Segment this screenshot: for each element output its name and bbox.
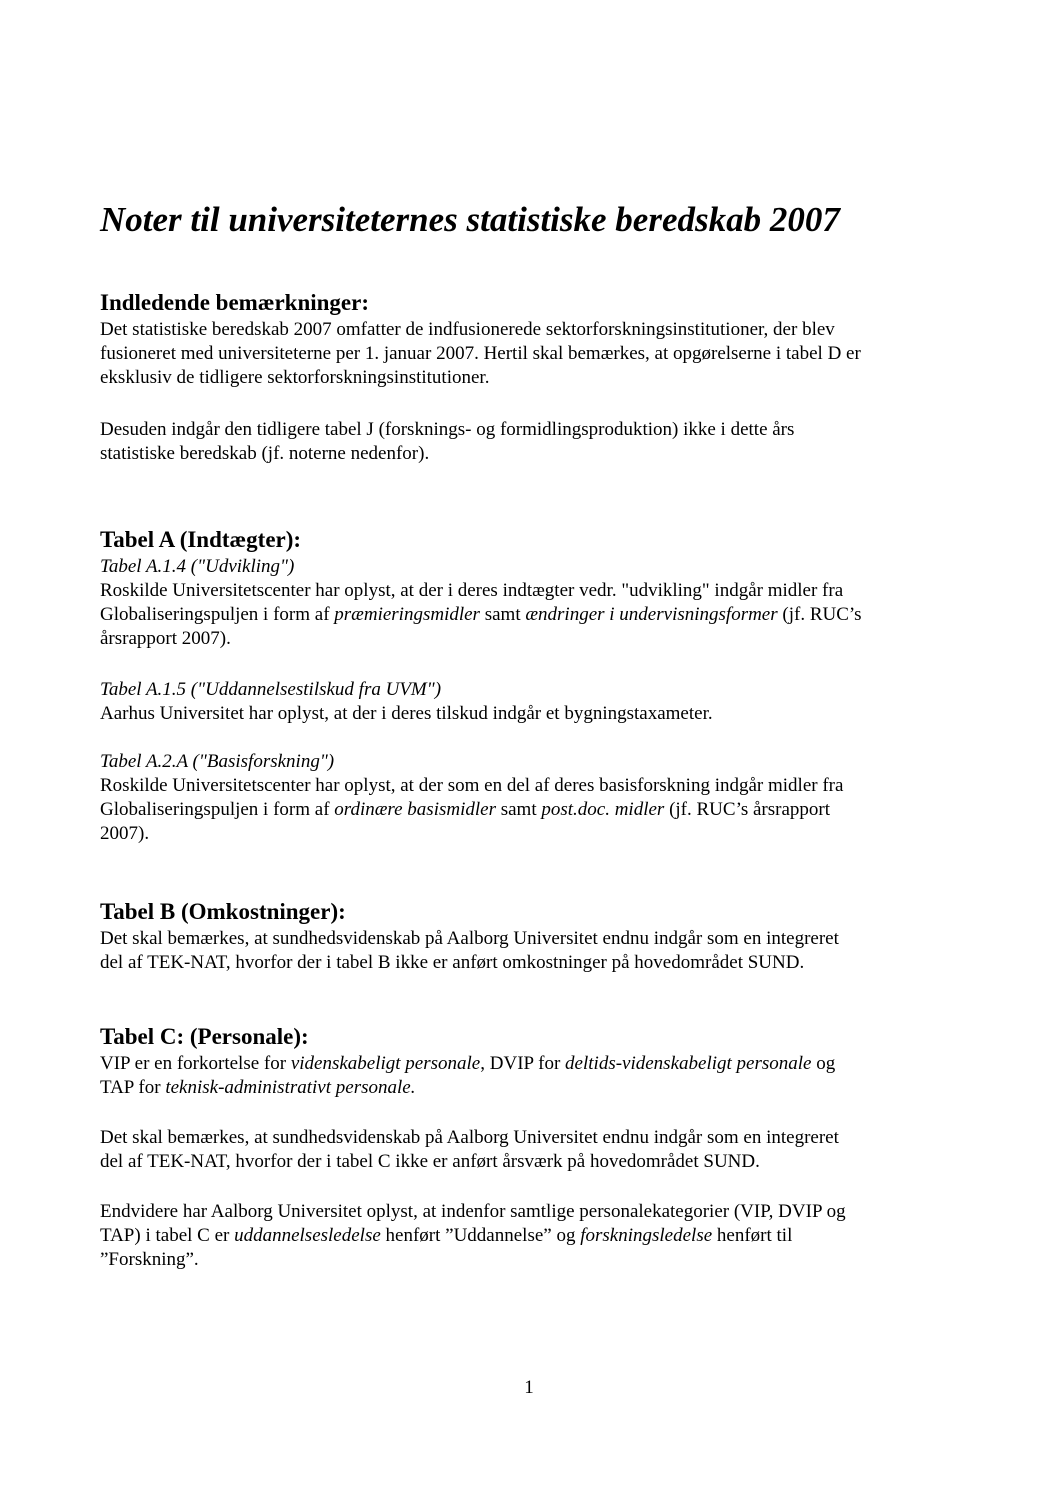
- intro-paragraph-1: [100, 318, 960, 390]
- text-line: del af TEK-NAT, hvorfor der i tabel C ikke er anført årsværk på hovedområdet SUND.: [100, 1151, 760, 1172]
- tabel-c-paragraph-3: [100, 1200, 960, 1272]
- emphasis: post.doc. midler: [541, 799, 665, 820]
- emphasis: teknisk-administrativt personale.: [165, 1077, 416, 1098]
- tabel-a-paragraph-3: [100, 774, 960, 846]
- text-line: Det statistiske beredskab 2007 omfatter de indfusionerede sektorforskningsinstitutioner, der blev: [100, 319, 835, 340]
- tabel-b-paragraph-1: [100, 927, 960, 975]
- text-line: Det skal bemærkes, at sundhedsvidenskab på Aalborg Universitet endnu indgår som en integreret: [100, 928, 839, 949]
- text-line: fusioneret med universiteterne per 1. januar 2007. Hertil skal bemærkes, at opgørelserne i tabel D er: [100, 343, 861, 364]
- text-line: Endvidere har Aalborg Universitet oplyst, at indenfor samtlige personalekategorier (VIP, DVIP og: [100, 1201, 846, 1222]
- text-line: Roskilde Universitetscenter har oplyst, at der i deres indtægter vedr. "udvikling" indgår midler fra: [100, 580, 844, 601]
- document-title: Noter til universiteternes statistiske beredskab 2007: [100, 200, 840, 239]
- tabel-a-sub-2: Tabel A.1.5 ("Uddannelsestilskud fra UVM"): [100, 679, 442, 700]
- text-line: Globaliseringspuljen i form af præmieringsmidler samt ændringer i undervisningsformer (jf. RUC’s: [100, 604, 862, 625]
- text-line: Det skal bemærkes, at sundhedsvidenskab på Aalborg Universitet endnu indgår som en integreret: [100, 1127, 839, 1148]
- tabel-a-sub-3: Tabel A.2.A ("Basisforskning"): [100, 751, 335, 772]
- tabel-c-paragraph-2: [100, 1126, 960, 1174]
- tabel-c-paragraph-1: [100, 1052, 960, 1100]
- text-line: eksklusiv de tidligere sektorforskningsinstitutioner.: [100, 367, 490, 388]
- text-line: del af TEK-NAT, hvorfor der i tabel B ikke er anført omkostninger på hovedområdet SUND.: [100, 952, 805, 973]
- tabel-a-heading: Tabel A (Indtægter):: [100, 527, 302, 552]
- tabel-a-paragraph-2: Aarhus Universitet har oplyst, at der i deres tilskud indgår et bygningstaxameter.: [100, 703, 713, 724]
- tabel-b-heading: Tabel B (Omkostninger):: [100, 899, 346, 924]
- text-line: TAP for teknisk-administrativt personale.: [100, 1077, 416, 1098]
- emphasis: videnskabeligt personale: [290, 1053, 481, 1074]
- text-line: TAP) i tabel C er uddannelsesledelse henført ”Uddannelse” og forskningsledelse henført til: [100, 1225, 793, 1246]
- emphasis: forskningsledelse: [580, 1225, 713, 1246]
- emphasis: ordinære basismidler: [334, 799, 496, 820]
- emphasis: uddannelsesledelse: [234, 1225, 381, 1246]
- tabel-a-paragraph-1: [100, 579, 960, 651]
- text-line: statistiske beredskab (jf. noterne nedenfor).: [100, 443, 430, 464]
- text-line: VIP er en forkortelse for videnskabeligt personale, DVIP for deltids-videnskabeligt personale og: [100, 1053, 836, 1074]
- text-line: Roskilde Universitetscenter har oplyst, at der som en del af deres basisforskning indgår midler fra: [100, 775, 844, 796]
- page-number: 1: [524, 1377, 534, 1398]
- emphasis: ændringer i undervisningsformer: [525, 604, 778, 625]
- intro-heading: Indledende bemærkninger:: [100, 290, 369, 315]
- text-line: Desuden indgår den tidligere tabel J (forsknings- og formidlingsproduktion) ikke i dette års: [100, 419, 795, 440]
- tabel-a-sub-1: Tabel A.1.4 ("Udvikling"): [100, 556, 295, 577]
- text-line: årsrapport 2007).: [100, 628, 231, 649]
- emphasis: deltids-videnskabeligt personale: [565, 1053, 812, 1074]
- text-line: Globaliseringspuljen i form af ordinære basismidler samt post.doc. midler (jf. RUC’s årsrapport: [100, 799, 831, 820]
- emphasis: præmieringsmidler: [334, 604, 480, 625]
- text-line: ”Forskning”.: [100, 1249, 199, 1270]
- text-line: 2007).: [100, 823, 150, 844]
- tabel-c-heading: Tabel C: (Personale):: [100, 1024, 309, 1049]
- intro-paragraph-2: [100, 418, 960, 466]
